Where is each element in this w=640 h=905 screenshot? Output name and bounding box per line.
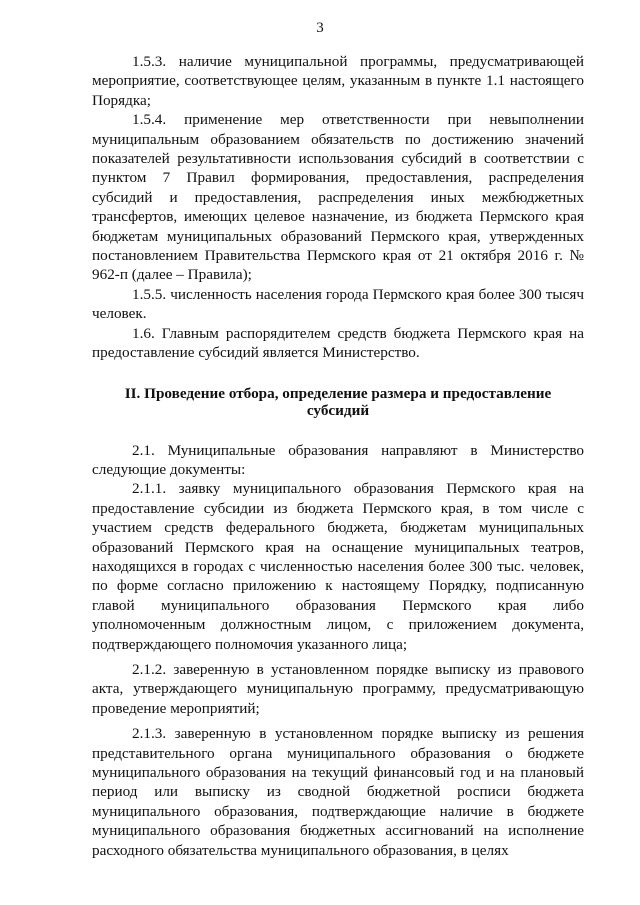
- paragraph-1-5-3: 1.5.3. наличие муниципальной программы, предусматривающей мероприятие, соответствующее целям, указанным в пункте 1.1 настоящего Порядка;: [92, 53, 584, 109]
- paragraph-1-5-4: 1.5.4. применение мер ответственности при невыполнении муниципальным образованием обязательств по достижению значений показателей результативности использования субсидий в соответствии с пунктом 7 Правил формирования, предоставления, распределения субсидий и предоставления, распределения иных межбюджетных трансфертов, имеющих целевое назначение, из бюджета Пермского края бюджетам муниципальных образований Пермского края, утвержденных постановлением Правительства Пермского края от 21 октября 2016 г. № 962-п (далее – Правила);: [92, 111, 584, 284]
- document-body: [92, 52, 584, 860]
- paragraph-2-1-1: 2.1.1. заявку муниципального образования Пермского края на предоставление субсидии из бюджета Пермского края, в том числе с участием средств федерального бюджета, бюджетам муниципальных образований Пермского края на оснащение муниципальных театров, находящихся в городах с численностью населения более 300 тыс. человек, по форме согласно приложению к настоящему Порядку, подписанную главой муниципального образования Пермского края либо уполномоченным должностным лицом, с приложением документа, подтверждающего полномочия указанного лица;: [92, 480, 584, 653]
- paragraph-2-1-2: 2.1.2. заверенную в установленном порядке выписку из правового акта, утверждающего муниципальную программу, предусматривающую проведение мероприятий;: [92, 660, 584, 717]
- section-heading: II. Проведение отбора, определение размера и предоставление субсидий: [124, 384, 552, 419]
- page-number: 3: [316, 20, 324, 36]
- paragraph-1-5-5: 1.5.5. численность населения города Пермского края более 300 тысяч человек.: [92, 285, 584, 323]
- paragraph-2-1: 2.1. Муниципальные образования направляют в Министерство следующие документы:: [92, 441, 584, 478]
- paragraph-2-1-3: 2.1.3. заверенную в установленном порядке выписку из решения представительного органа муниципального образования о бюджете муниципального образования на текущий финансовый год и на плановый период или выписку из сводной бюджетной росписи бюджета муниципального образования, подтверждающие наличие в бюджете муниципального образования бюджетных ассигнований на исполнение расходного обязательства муниципального образования, в целях: [92, 725, 584, 859]
- paragraph-1-6: 1.6. Главным распорядителем средств бюджета Пермского края на предоставление субсидий является Министерство.: [92, 324, 584, 362]
